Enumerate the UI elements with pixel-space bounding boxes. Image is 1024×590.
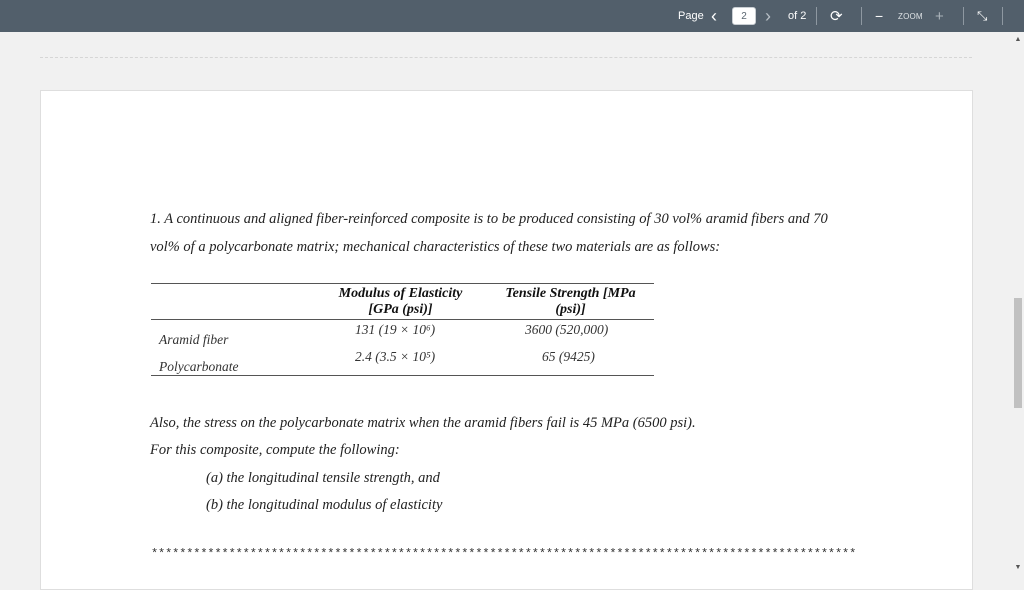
viewer-toolbar	[0, 0, 1024, 32]
row-modulus-polycarbonate: 2.4 (3.5 × 10⁵)	[355, 349, 436, 364]
row-strength-polycarbonate: 65 (9425)	[542, 349, 595, 364]
row-strength-aramid: 3600 (520,000)	[525, 322, 609, 337]
separator-line: ****************************************************************************************************	[151, 547, 857, 561]
compute-text: For this composite, compute the following:	[150, 442, 400, 458]
part-b-text: (b) the longitudinal modulus of elasticity	[206, 497, 443, 513]
page-break-line	[40, 57, 972, 58]
vertical-scrollbar[interactable]	[1012, 32, 1024, 576]
toolbar-divider	[1002, 7, 1003, 25]
header-strength-line1: Tensile Strength [MPa	[505, 286, 636, 301]
table-bottom-rule	[151, 375, 654, 376]
row-material-aramid: Aramid fiber	[159, 332, 229, 347]
next-page-icon[interactable]: ›	[765, 5, 771, 26]
collapse-icon[interactable]: ⤡	[977, 8, 988, 23]
table-top-rule	[151, 283, 654, 284]
prev-page-icon[interactable]: ‹	[711, 5, 717, 26]
row-modulus-aramid: 131 (19 × 10⁶)	[355, 322, 436, 337]
zoom-label: ZOOM	[898, 11, 923, 21]
toolbar-divider	[861, 7, 862, 25]
header-strength-line2: (psi)]	[555, 302, 586, 317]
header-strength	[493, 286, 648, 318]
question-line-1: 1. A continuous and aligned fiber-reinforced composite is to be produced consisting of 30 vol% aramid fibers and 70	[150, 211, 828, 227]
header-modulus-line1: Modulus of Elasticity	[338, 286, 463, 301]
part-a-text: (a) the longitudinal tensile strength, and	[206, 470, 440, 486]
zoom-out-icon[interactable]: −	[875, 8, 884, 24]
row-material-polycarbonate: Polycarbonate	[159, 359, 239, 374]
document-page	[40, 90, 973, 590]
scrollbar-thumb[interactable]	[1014, 298, 1022, 408]
zoom-in-icon[interactable]: +	[935, 7, 944, 25]
also-text: Also, the stress on the polycarbonate matrix when the aramid fibers fail is 45 MPa (6500 psi).	[150, 415, 696, 431]
header-modulus-line2: [GPa (psi)]	[368, 302, 433, 317]
rotate-icon[interactable]: ⟳	[830, 8, 843, 25]
scroll-up-icon[interactable]: ▲	[1014, 36, 1022, 43]
header-modulus	[323, 286, 478, 318]
table-header-rule	[151, 319, 654, 320]
toolbar-divider	[816, 7, 817, 25]
scroll-down-icon[interactable]: ▼	[1014, 564, 1022, 571]
page-label: Page	[678, 10, 704, 22]
question-line-2: vol% of a polycarbonate matrix; mechanical characteristics of these two materials are as follows:	[150, 239, 721, 255]
page-total: of 2	[788, 10, 807, 22]
page-number-input[interactable]	[732, 7, 756, 25]
toolbar-divider	[963, 7, 964, 25]
